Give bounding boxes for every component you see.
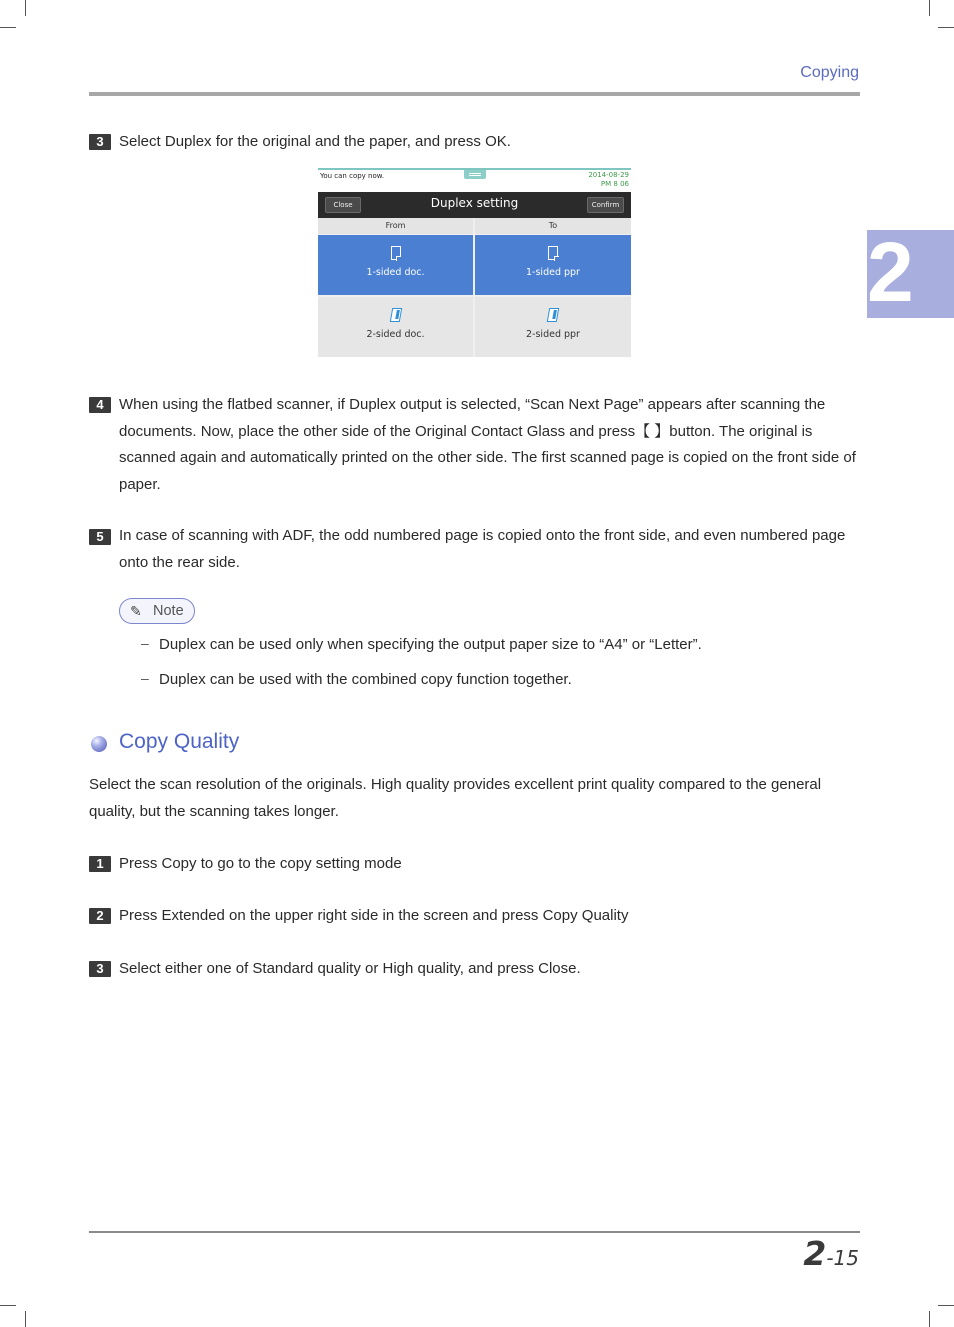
header-rule <box>89 92 860 96</box>
dialog-title: Duplex setting <box>430 196 519 210</box>
step-badge: 3 <box>89 961 111 977</box>
dialog-titlebar <box>318 192 631 218</box>
page-number-page: -15 <box>826 1246 859 1270</box>
note-bullet-dash: – <box>141 670 149 686</box>
close-button[interactable]: Close <box>325 197 361 213</box>
crop-mark <box>938 1305 954 1306</box>
footer-rule <box>89 1231 860 1233</box>
section-bullet-icon <box>91 736 107 752</box>
step-badge: 2 <box>89 908 111 924</box>
chapter-tab <box>867 230 954 318</box>
option-1-sided-doc[interactable] <box>318 235 473 295</box>
option-2-sided-ppr[interactable] <box>475 297 631 357</box>
step-text: Press Copy to go to the copy setting mode <box>119 855 402 872</box>
option-1-sided-ppr[interactable] <box>475 235 631 295</box>
crop-mark <box>938 27 954 28</box>
step-text: In case of scanning with ADF, the odd numbered page is copied onto the front side, and even numbered page onto the rear side. <box>119 527 846 571</box>
option-2-sided-doc[interactable] <box>318 297 473 357</box>
step-text: Press Extended on the upper right side in the screen and press Copy Quality <box>119 907 629 924</box>
step-badge: 1 <box>89 856 111 872</box>
status-date: 2014-08-29 <box>588 171 629 179</box>
crop-mark <box>25 1311 26 1327</box>
option-label: 2-sided ppr <box>526 329 580 340</box>
from-column-header: From <box>318 218 473 234</box>
option-label: 2-sided doc. <box>366 329 425 340</box>
running-header: Copying <box>800 64 859 81</box>
pencil-icon: ✎ <box>130 603 142 619</box>
step-badge: 3 <box>89 134 111 150</box>
note-bullet-dash: – <box>141 635 149 651</box>
status-message: You can copy now. <box>320 172 385 180</box>
crop-mark <box>0 27 16 28</box>
step-badge: 5 <box>89 529 111 545</box>
single-page-icon <box>548 246 558 260</box>
confirm-button[interactable]: Confirm <box>587 197 624 213</box>
note-item: Duplex can be used only when specifying the output paper size to “A4” or “Letter”. <box>159 636 702 653</box>
note-label-text: Note <box>153 603 184 619</box>
crop-mark <box>929 0 930 16</box>
option-label: 1-sided doc. <box>366 267 425 278</box>
page-number <box>803 1234 859 1273</box>
note-label <box>119 598 195 624</box>
step-text: When using the flatbed scanner, if Duplex output is selected, “Scan Next Page” appears after scanning the documents. Now, place the other side of the Original Contact Glass and press【 】button. The original is scanned again and automatically printed on the other side. The first scanned page is copied on the front side of paper. <box>119 396 856 493</box>
section-intro: Select the scan resolution of the originals. High quality provides excellent print quality compared to the general quality, but the scanning takes longer. <box>89 776 822 820</box>
status-time: PM 8 06 <box>600 180 629 188</box>
double-page-icon <box>389 308 401 322</box>
status-bar <box>318 168 631 192</box>
step-badge: 4 <box>89 397 111 413</box>
duplex-setting-screenshot <box>318 168 631 357</box>
single-page-icon <box>391 246 401 260</box>
double-page-icon <box>547 308 559 322</box>
step-text: Select either one of Standard quality or High quality, and press Close. <box>119 960 581 977</box>
note-item: Duplex can be used with the combined copy function together. <box>159 671 572 688</box>
option-label: 1-sided ppr <box>526 267 580 278</box>
chapter-tab-number: 2 <box>867 230 914 318</box>
crop-mark <box>25 0 26 16</box>
to-column-header: To <box>475 218 631 234</box>
page-number-chapter: 2 <box>803 1234 827 1273</box>
crop-mark <box>929 1311 930 1327</box>
pull-down-handle-icon[interactable] <box>464 170 486 179</box>
section-title: Copy Quality <box>119 730 240 753</box>
step-text: Select Duplex for the original and the paper, and press OK. <box>119 133 511 150</box>
status-datetime <box>588 171 629 189</box>
crop-mark <box>0 1305 16 1306</box>
